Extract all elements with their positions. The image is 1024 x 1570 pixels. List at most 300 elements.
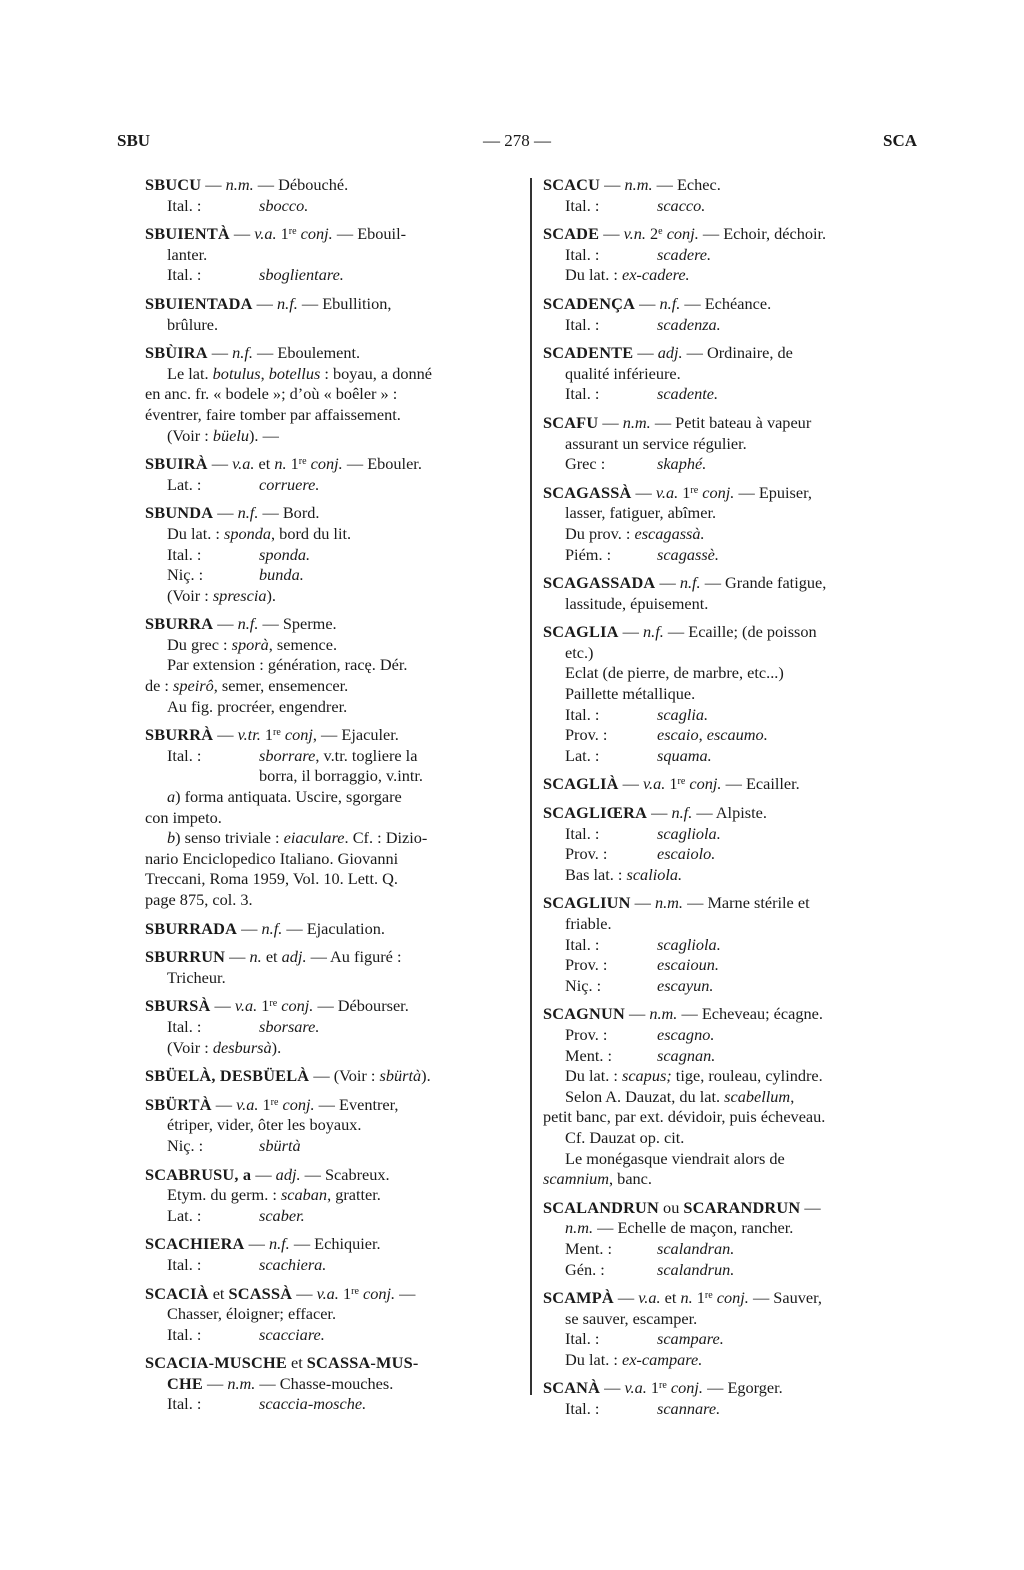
grammar-label: n. — [249, 947, 262, 967]
entry-line — [145, 524, 517, 545]
entry-line — [543, 1218, 918, 1239]
source-language-label: Niç. : — [167, 1135, 204, 1155]
text: — — [252, 293, 277, 313]
entry-line — [543, 1399, 918, 1420]
headword: CHE — [167, 1373, 203, 1393]
text: 1 — [257, 996, 270, 1016]
source-language-label: Ital. : — [167, 1016, 202, 1036]
entry-line — [145, 1185, 517, 1206]
text: — Ecaille; (de poisson — [663, 622, 817, 642]
text: — — [599, 224, 624, 244]
entry-line — [543, 1107, 918, 1128]
dictionary-entry — [145, 1066, 517, 1087]
italic-text: scagliola. — [657, 823, 721, 843]
text: — — [633, 343, 658, 363]
headword: SBUIENTÀ — [145, 224, 230, 244]
italic-text: sprescia — [212, 585, 267, 605]
headword: SBURRA — [145, 614, 214, 634]
italic-text: scachiera. — [259, 1254, 327, 1274]
grammar-label: conj. — [702, 482, 735, 502]
italic-text: scacco. — [657, 195, 706, 215]
entry-line — [543, 684, 918, 705]
source-language-label: Ital. : — [167, 195, 202, 215]
dictionary-entry — [543, 483, 918, 565]
text: — — [213, 725, 238, 745]
headword: SCASSÀ — [228, 1283, 293, 1303]
italic-text: sbocco. — [259, 195, 309, 215]
entry-line — [145, 635, 517, 656]
text: 1 — [258, 1094, 271, 1114]
text: Treccani, Roma 1959, Vol. 10. Lett. Q. — [145, 869, 398, 889]
entry-line — [145, 1255, 517, 1276]
text: — Eventrer, — [314, 1094, 399, 1114]
source-language-label: Ital. : — [167, 1394, 202, 1414]
grammar-label: v.a. — [655, 482, 679, 502]
entry-line — [543, 503, 918, 524]
text: — Sperme. — [258, 614, 337, 634]
running-head-right: SCA — [882, 131, 917, 150]
source-language-label: Ital. : — [565, 704, 600, 724]
headword: SCADENTE — [543, 343, 634, 363]
entry-line — [543, 265, 918, 286]
running-head — [117, 129, 917, 153]
italic-text: scaban — [280, 1185, 328, 1205]
italic-text: scalandrun. — [657, 1259, 735, 1279]
text: 1 — [338, 1283, 352, 1303]
italic-text: büelu — [212, 425, 250, 445]
italic-text: scalandran. — [657, 1238, 735, 1258]
entry-line — [145, 475, 517, 496]
text: — Débourser. — [313, 996, 409, 1016]
dictionary-entry — [543, 343, 918, 405]
entry-line — [145, 890, 517, 911]
italic-text: scampare. — [657, 1329, 724, 1349]
superscript: re — [659, 1380, 667, 1392]
text: — Scabreux. — [300, 1164, 390, 1184]
italic-text: escaio — [657, 725, 699, 745]
headword: SCASSA-MUS- — [306, 1353, 419, 1373]
entry-line — [543, 434, 918, 455]
grammar-label: v.a. — [624, 1378, 647, 1398]
grammar-label: n.f. — [679, 573, 701, 593]
source-language-label: Ital. : — [565, 244, 600, 264]
entry-line — [145, 1304, 517, 1325]
italic-text: scagliola. — [657, 934, 721, 954]
entry-headline — [543, 622, 918, 643]
entry-line — [543, 955, 918, 976]
headword: SCAGLIÀ — [543, 774, 619, 794]
entry-headline — [543, 1378, 918, 1399]
entry-line — [543, 1066, 918, 1087]
text: — Ordinaire, de — [682, 343, 793, 363]
entry-line — [145, 426, 517, 447]
grammar-label: n.m. — [227, 1373, 256, 1393]
headword: SCALANDRUN — [543, 1197, 659, 1217]
headword: SCACU — [543, 175, 601, 194]
grammar-label: adj. — [275, 1164, 301, 1184]
grammar-label: n.m. — [624, 175, 653, 194]
entry-line — [145, 1325, 517, 1346]
text: — — [210, 996, 235, 1016]
text: — — [292, 1283, 317, 1303]
text: — — [201, 175, 226, 194]
headword: SCACIÀ — [145, 1283, 209, 1303]
text: 2 — [645, 224, 659, 244]
text: — — [600, 175, 625, 194]
entry-headline — [145, 454, 517, 475]
grammar-label: n.f. — [237, 503, 259, 523]
grammar-label: n.m. — [649, 1004, 678, 1024]
source-language-label: Grec : — [565, 454, 606, 474]
text: page 875, col. 3. — [145, 890, 253, 909]
headword: SBUNDA — [145, 503, 214, 523]
text: — Echéance. — [680, 293, 772, 313]
text: de : — [145, 676, 174, 696]
italic-text: corruere. — [259, 474, 320, 494]
text: , — [790, 1086, 795, 1106]
headword: SCACHIERA — [145, 1234, 245, 1254]
entry-line — [543, 976, 918, 997]
entry-line — [543, 643, 918, 664]
italic-text: scamnium — [543, 1169, 610, 1189]
source-language-label: Prov. : — [565, 844, 608, 864]
text: — Bord. — [258, 503, 320, 523]
text: tige, rouleau, cylindre. — [671, 1066, 823, 1086]
dictionary-entry — [145, 343, 517, 446]
source-language-label: Lat. : — [167, 474, 202, 494]
entry-line — [145, 565, 517, 586]
source-language-label: Ital. : — [565, 314, 600, 334]
text: — — [244, 1234, 269, 1254]
entry-line — [543, 935, 918, 956]
entry-line — [543, 1087, 918, 1108]
source-language-label: Lat. : — [167, 1205, 202, 1225]
entry-line — [543, 914, 918, 935]
entry-line — [543, 1260, 918, 1281]
text: , v.tr. togliere la — [315, 745, 418, 765]
source-language-label: Niç. : — [167, 565, 204, 585]
italic-text: scagnan. — [657, 1045, 716, 1065]
italic-text: escagno. — [657, 1024, 715, 1044]
text: — Au figuré : — [306, 947, 402, 967]
headword: SCAFU — [543, 412, 599, 432]
text: — Eboulement. — [252, 343, 361, 363]
text: — — [655, 573, 680, 593]
text: — Ecailler. — [721, 774, 800, 794]
entry-line — [543, 1128, 918, 1149]
entry-line — [543, 824, 918, 845]
headword: SCANÀ — [543, 1378, 601, 1398]
entry-headline — [145, 996, 517, 1017]
entry-line — [145, 1394, 517, 1415]
entry-headline — [145, 224, 517, 245]
text: Du grec : — [167, 634, 232, 654]
entry-line — [543, 725, 918, 746]
italic-text: scaber. — [259, 1205, 305, 1225]
italic-text: sponda. — [259, 544, 311, 564]
entry-line — [543, 865, 918, 886]
dictionary-entry — [145, 224, 517, 286]
entry-line — [145, 384, 517, 405]
text: ) forma antiquata. Uscire, sgorgare — [175, 787, 402, 807]
superscript: re — [690, 484, 699, 496]
entry-line — [145, 1206, 517, 1227]
text: , — Ejaculer. — [312, 725, 399, 745]
superscript: re — [270, 1096, 279, 1108]
source-language-label: Ital. : — [167, 745, 202, 765]
page-number: — 278 — — [483, 131, 551, 150]
text: Chasser, éloigner; effacer. — [167, 1304, 337, 1324]
entry-line — [145, 265, 517, 286]
grammar-label: conj. — [310, 454, 343, 474]
text: , — [260, 363, 269, 383]
dictionary-entry — [543, 1004, 918, 1189]
headword: SBÜRTÀ — [145, 1094, 212, 1114]
entry-line — [543, 1169, 918, 1190]
italic-text: scapus; — [621, 1066, 672, 1086]
italic-text: sporà — [231, 634, 269, 654]
italic-text: b — [167, 828, 176, 848]
text: — — [237, 918, 262, 938]
text: : boyau, a donné — [320, 363, 432, 383]
source-language-label: Ment. : — [565, 1238, 613, 1258]
text: — — [630, 893, 655, 913]
text: , — [698, 725, 707, 745]
dictionary-entry — [543, 893, 918, 996]
dictionary-entry — [145, 454, 517, 495]
source-language-label: Prov. : — [565, 725, 608, 745]
entry-headline — [543, 1004, 918, 1025]
text: brûlure. — [167, 314, 219, 334]
text: Le monégasque viendrait alors de — [565, 1148, 785, 1168]
italic-text: eiaculare — [283, 828, 345, 848]
entry-headline — [543, 1198, 918, 1219]
entry-line — [145, 545, 517, 566]
text: . Cf. : Dizio- — [344, 828, 428, 848]
headword: SCAGLIA — [543, 622, 619, 642]
text: , semer, ensemencer. — [213, 676, 349, 696]
dictionary-entry — [543, 1288, 918, 1370]
source-language-label: Piém. : — [565, 544, 612, 564]
grammar-label: n.f. — [671, 803, 693, 823]
entry-line — [543, 524, 918, 545]
source-language-label: Gén. : — [565, 1259, 605, 1279]
source-language-label: Ital. : — [565, 1329, 600, 1349]
dictionary-entry — [543, 1378, 918, 1419]
grammar-label: conj. — [716, 1288, 749, 1308]
grammar-label: conj. — [666, 224, 699, 244]
dictionary-entry — [145, 1234, 517, 1275]
text: con impeto. — [145, 807, 222, 827]
grammar-label: n. — [274, 454, 287, 474]
entry-line — [543, 364, 918, 385]
italic-text: scaglia. — [657, 704, 709, 724]
entry-line — [145, 405, 517, 426]
text: — Petit bateau à vapeur — [650, 412, 812, 432]
text: — Alpiste. — [692, 803, 767, 823]
superscript: re — [351, 1285, 359, 1297]
grammar-label: conj. — [300, 224, 333, 244]
entry-line — [145, 364, 517, 385]
grammar-label: v.a. — [234, 996, 258, 1016]
grammar-label: v.a. — [316, 1283, 339, 1303]
italic-text: skaphé. — [657, 454, 707, 474]
grammar-label: n.f. — [237, 614, 259, 634]
entry-line — [543, 545, 918, 566]
entry-headline — [543, 175, 918, 196]
text: — — [800, 1197, 821, 1217]
right-column — [543, 175, 918, 1428]
entry-headline — [145, 175, 517, 196]
grammar-label: adj. — [657, 343, 683, 363]
entry-headline — [543, 1288, 918, 1309]
text: Le lat. — [167, 363, 213, 383]
text: Bas lat. : — [565, 864, 627, 884]
headword: SCACIA-MUSCHE — [145, 1353, 287, 1373]
text: étriper, vider, ôter les boyaux. — [167, 1115, 362, 1135]
headword: SCABRUSU, a — [145, 1164, 252, 1184]
entry-headline — [145, 1234, 517, 1255]
entry-line — [145, 196, 517, 217]
text: — Débouché. — [253, 175, 349, 194]
grammar-label: n.f. — [268, 1234, 290, 1254]
italic-text: escaumo. — [706, 725, 768, 745]
italic-text: sborrare — [259, 745, 316, 765]
dictionary-entry — [145, 947, 517, 988]
text: lanter. — [167, 244, 208, 264]
text: — Ebullition, — [297, 293, 392, 313]
entry-headline — [145, 503, 517, 524]
dictionary-entry — [543, 224, 918, 286]
entry-line — [145, 245, 517, 266]
entry-line — [543, 454, 918, 475]
grammar-label: conj — [284, 725, 313, 745]
entry-line — [145, 746, 517, 767]
text: — Echeveau; écagne. — [677, 1004, 823, 1024]
italic-text: escagassà. — [634, 523, 705, 543]
text: assurant un service régulier. — [565, 433, 747, 453]
text: — — [395, 1283, 416, 1303]
source-language-label: Prov. : — [565, 955, 608, 975]
entry-line — [145, 968, 517, 989]
text: lasser, fatiguer, abîmer. — [565, 503, 717, 523]
dictionary-entry — [543, 573, 918, 614]
italic-text: scagassè. — [657, 544, 719, 564]
source-language-label: Ital. : — [167, 1324, 202, 1344]
text: — — [613, 1288, 639, 1308]
entry-line — [145, 697, 517, 718]
text: ou — [658, 1197, 684, 1217]
text: , banc. — [609, 1169, 652, 1189]
headword: SBUIRÀ — [145, 454, 208, 474]
text: — — [229, 224, 255, 244]
entry-headline — [145, 343, 517, 364]
text: Cf. Dauzat op. cit. — [565, 1127, 685, 1147]
superscript: re — [677, 776, 686, 788]
text: (Voir : — [167, 585, 213, 605]
entry-line — [543, 844, 918, 865]
grammar-label: conj. — [282, 1094, 315, 1114]
italic-text: scabellum — [724, 1086, 791, 1106]
text: 1 — [276, 224, 289, 244]
entry-line — [145, 1115, 517, 1136]
text: — — [600, 1378, 625, 1398]
entry-line — [543, 594, 918, 615]
entry-line — [543, 746, 918, 767]
italic-text: scacciare. — [259, 1324, 325, 1344]
headword: SBURRUN — [145, 947, 226, 967]
grammar-label: adj. — [281, 947, 307, 967]
grammar-label: v.tr. — [237, 725, 261, 745]
text: etc.) — [565, 642, 594, 662]
text: , semence. — [268, 634, 338, 654]
text: 1 — [646, 1378, 660, 1398]
text: ). — [266, 585, 277, 605]
source-language-label: Lat. : — [565, 745, 600, 765]
entry-headline — [145, 947, 517, 968]
text: — — [647, 803, 672, 823]
text: 1 — [260, 725, 274, 745]
text: — — [598, 412, 623, 432]
source-language-label: Ital. : — [565, 195, 600, 215]
dictionary-entry — [543, 294, 918, 335]
text: — Sauver, — [748, 1288, 822, 1308]
text: Du prov. : — [565, 523, 635, 543]
entry-headline — [145, 919, 517, 940]
text: et — [660, 1288, 681, 1308]
text: — — [211, 1094, 237, 1114]
dictionary-entry — [145, 1165, 517, 1227]
text: Selon A. Dauzat, du lat. — [565, 1086, 725, 1106]
entry-line — [543, 384, 918, 405]
dictionary-entry — [145, 1284, 517, 1346]
text: — — [618, 622, 644, 642]
text: friable. — [565, 914, 612, 933]
text: 1 — [678, 482, 691, 502]
text: Eclat (de pierre, de marbre, etc...) — [565, 663, 784, 683]
entry-line — [145, 315, 517, 336]
italic-text: scannare. — [657, 1399, 721, 1419]
text: — Ebouler. — [342, 454, 422, 474]
grammar-label: n. — [680, 1288, 693, 1308]
text: — Echec. — [652, 175, 721, 194]
entry-line — [145, 1017, 517, 1038]
text: petit banc, par ext. dévidoir, puis écheveau. — [543, 1107, 826, 1127]
entry-line — [145, 586, 517, 607]
grammar-label: n.m. — [654, 893, 684, 913]
dictionary-entry — [145, 294, 517, 335]
text: éventrer, faire tomber par affaissement. — [145, 404, 401, 424]
dictionary-entry — [145, 1095, 517, 1157]
text: — Chasse-mouches. — [255, 1373, 394, 1393]
italic-text: ex-cadere. — [621, 265, 690, 285]
grammar-label: n.f. — [659, 293, 681, 313]
entry-headline — [543, 573, 918, 594]
text: Par extension : génération, racę. Dér. — [167, 655, 408, 675]
grammar-label: v.a. — [638, 1288, 661, 1308]
entry-line — [543, 1350, 918, 1371]
headword: SCAGASSÀ — [543, 482, 632, 502]
text: Paillette métallique. — [565, 684, 696, 704]
text: Du lat. : — [167, 523, 224, 543]
grammar-label: v.n. — [623, 224, 646, 244]
dictionary-entry — [543, 175, 918, 216]
superscript: re — [704, 1290, 713, 1302]
running-head-left: SBU — [117, 131, 151, 150]
text: — — [207, 454, 233, 474]
headword: SBUIENTADA — [145, 293, 253, 313]
dictionary-entry — [543, 774, 918, 795]
